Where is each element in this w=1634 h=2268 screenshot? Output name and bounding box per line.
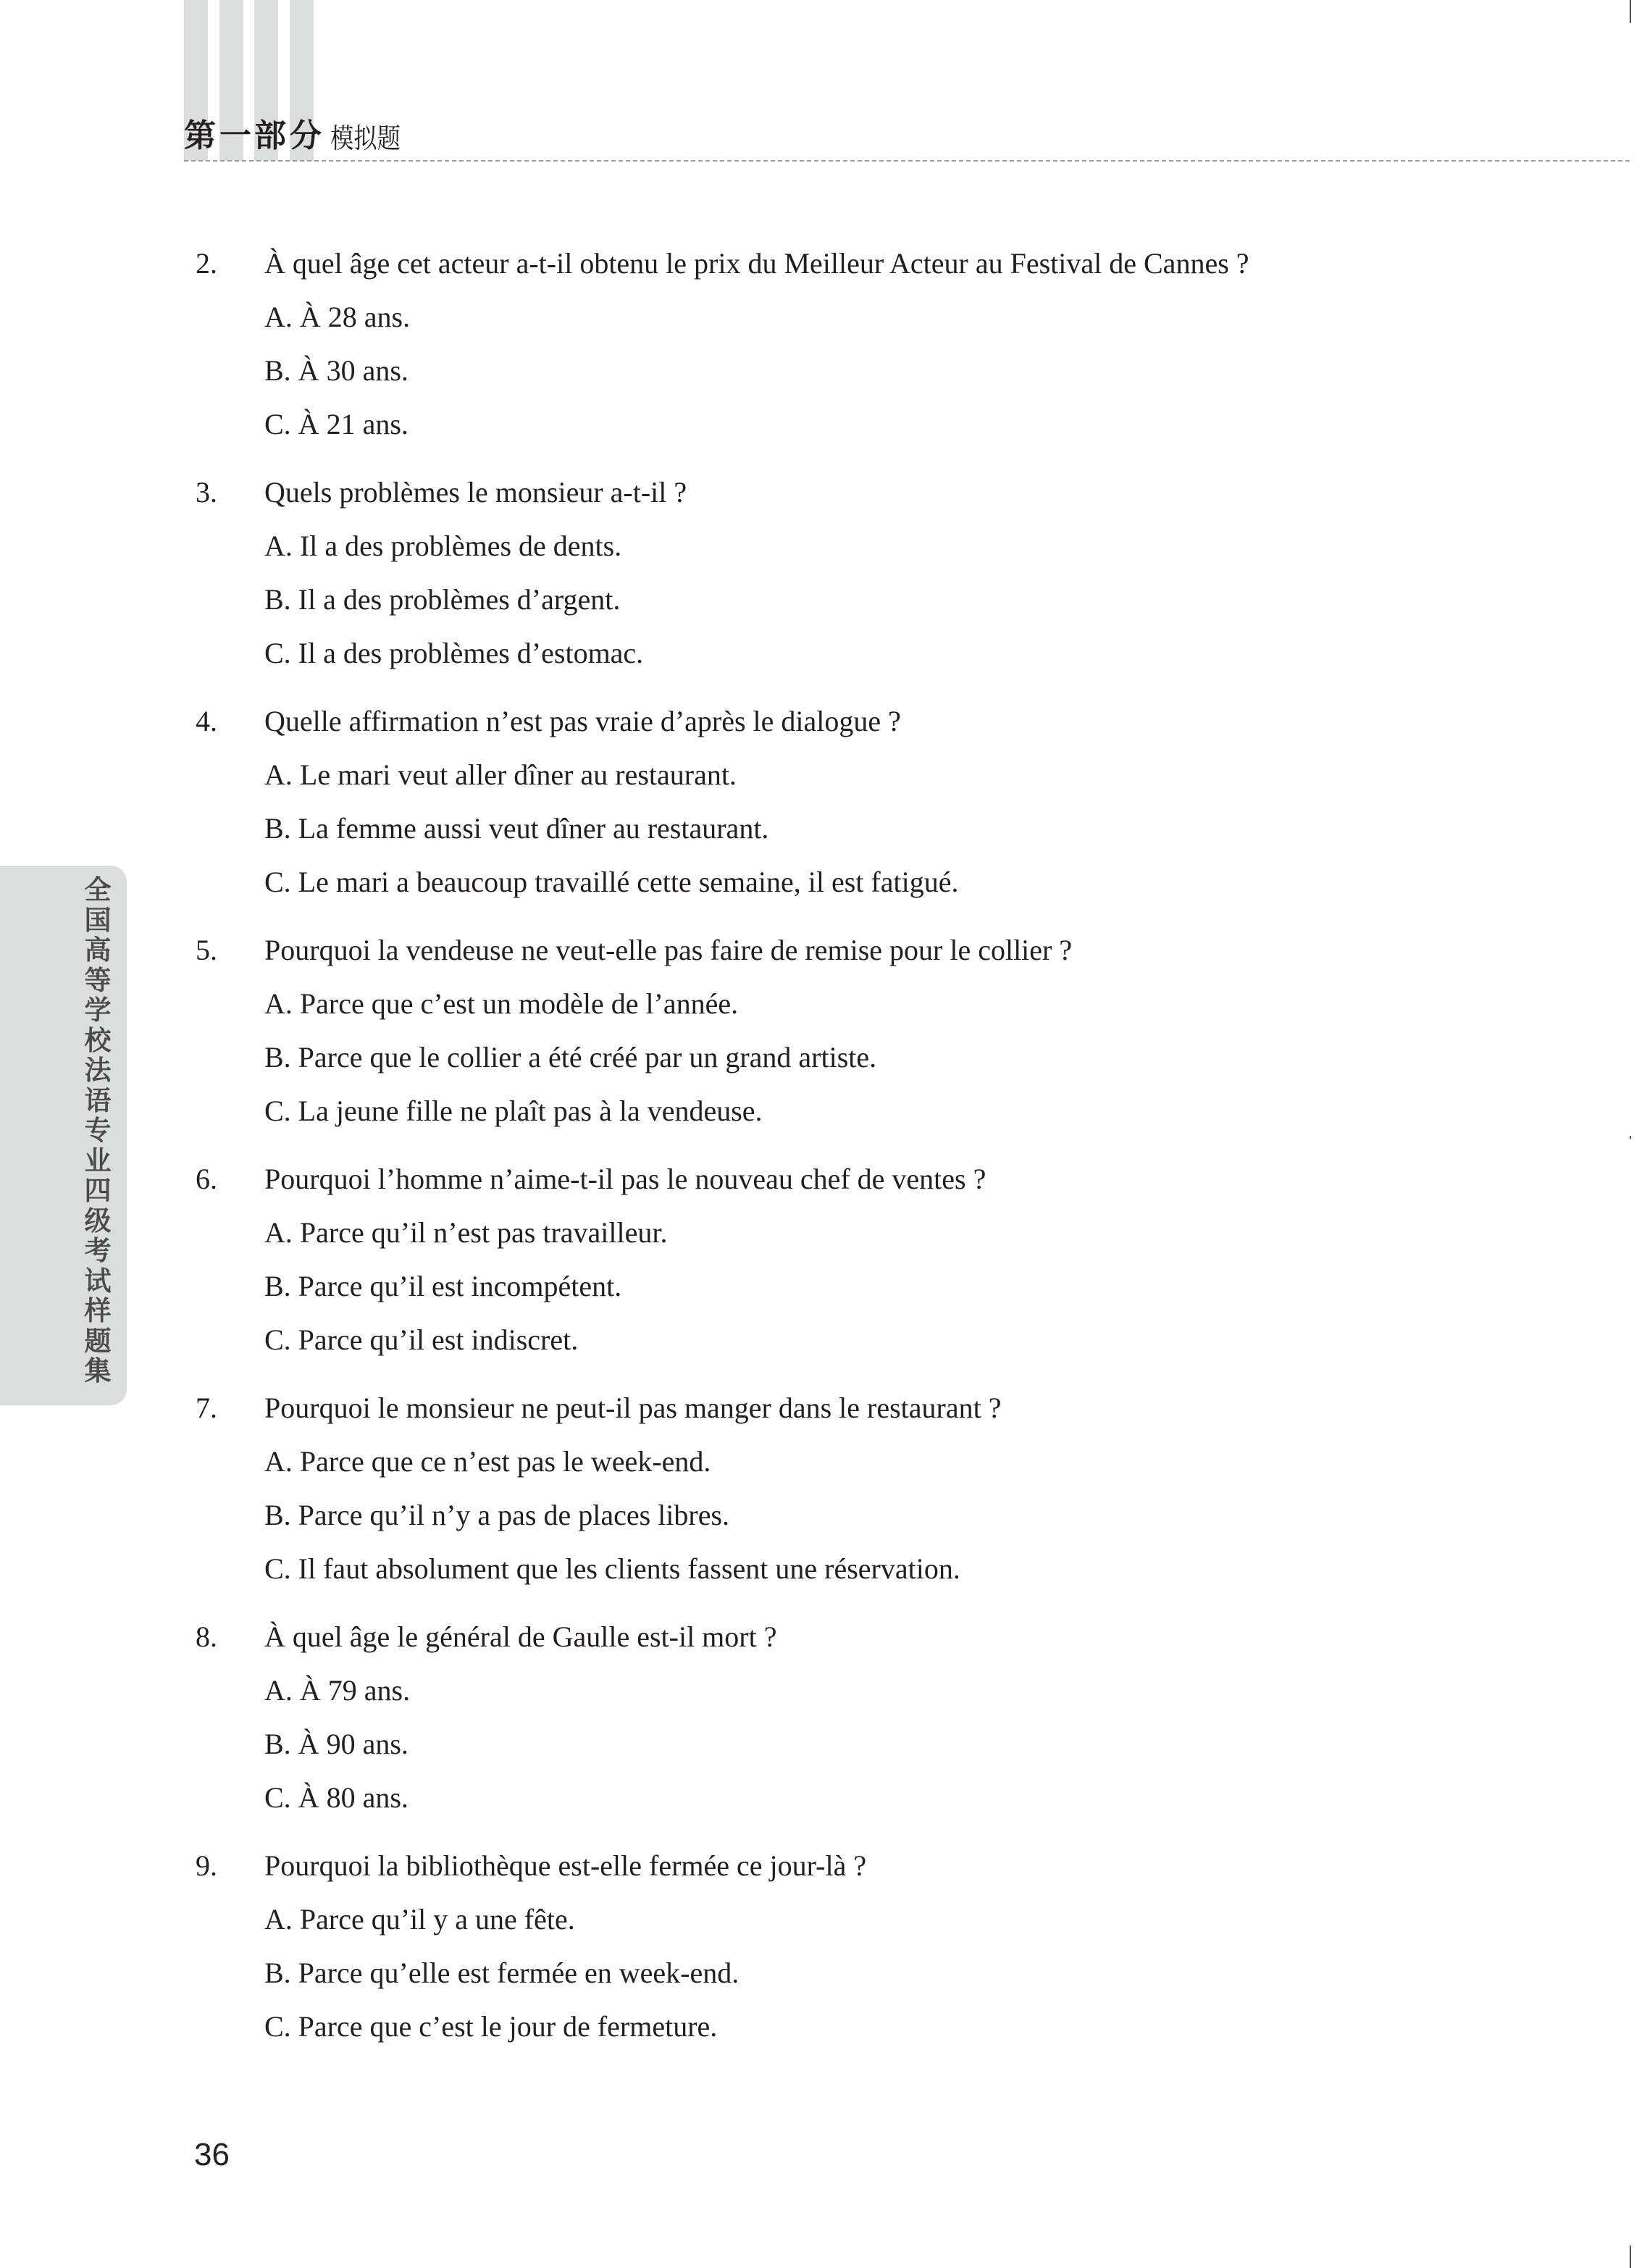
part-title-char: 部 [254, 117, 286, 154]
question [0, 1381, 1634, 1596]
option-line [0, 1084, 1634, 1138]
option-line [0, 1946, 1634, 2000]
option-line [0, 1313, 1634, 1367]
question-number: 4. [196, 705, 217, 737]
answer-option: B. Parce qu’elle est fermée en week-end. [264, 1957, 740, 1989]
option-line [0, 855, 1634, 909]
answer-option: B. Parce que le collier a été créé par un grand artiste. [264, 1041, 877, 1074]
question-text: À quel âge cet acteur a-t-il obtenu le prix du Meilleur Acteur au Festival de Cannes ? [264, 247, 1249, 280]
option-line [0, 344, 1634, 398]
question-number: 3. [196, 476, 217, 509]
question [0, 1152, 1634, 1367]
answer-option: A. Parce que ce n’est pas le week-end. [264, 1445, 711, 1478]
option-line [0, 1542, 1634, 1596]
part-title-char: 一 [219, 117, 251, 154]
question-number: 9. [196, 1849, 217, 1882]
question-number: 6. [196, 1163, 217, 1195]
answer-option: B. Parce qu’il est incompétent. [264, 1270, 622, 1302]
answer-option: C. Le mari a beaucoup travaillé cette semaine, il est fatigué. [264, 866, 959, 898]
option-line [0, 1260, 1634, 1313]
question-line [0, 1381, 1634, 1435]
answer-option: B. À 30 ans. [264, 354, 408, 387]
question [0, 1610, 1634, 1825]
question-line [0, 924, 1634, 977]
part-title-char: 分 [290, 117, 322, 154]
question-number: 5. [196, 934, 217, 966]
option-line [0, 627, 1634, 680]
question-text: À quel âge le général de Gaulle est-il mort ? [264, 1620, 777, 1653]
option-line [0, 1717, 1634, 1771]
side-tab-title: 全国高等学校法语专业四级考试样题集 [84, 874, 112, 1386]
answer-option: C. À 80 ans. [264, 1781, 408, 1814]
page-number: 36 [194, 2137, 230, 2172]
question [0, 924, 1634, 1138]
option-line [0, 748, 1634, 802]
header-divider [184, 160, 1630, 162]
question-line [0, 466, 1634, 519]
question-number: 2. [196, 247, 217, 280]
answer-option: C. Parce que c’est le jour de fermeture. [264, 2010, 718, 2043]
part-title-char: 第 [184, 117, 216, 154]
option-line [0, 802, 1634, 855]
option-line [0, 290, 1634, 344]
crop-mark [1630, 2246, 1631, 2268]
option-line [0, 573, 1634, 627]
question-text: Quels problèmes le monsieur a-t-il ? [264, 476, 687, 509]
option-line [0, 2000, 1634, 2054]
question [0, 237, 1634, 451]
answer-option: B. Il a des problèmes d’argent. [264, 583, 621, 616]
answer-option: B. La femme aussi veut dîner au restaurant. [264, 812, 769, 845]
crop-mark [1630, 0, 1631, 23]
answer-option: A. Parce que c’est un modèle de l’année. [264, 987, 739, 1020]
answer-option: B. À 90 ans. [264, 1728, 408, 1760]
question-number: 8. [196, 1620, 217, 1653]
question [0, 695, 1634, 909]
question-text: Pourquoi la bibliothèque est-elle fermée ce jour-là ? [264, 1849, 867, 1882]
option-line [0, 1771, 1634, 1825]
answer-option: A. Parce qu’il n’est pas travailleur. [264, 1216, 668, 1249]
answer-option: B. Parce qu’il n’y a pas de places libres. [264, 1499, 730, 1531]
answer-option: A. À 28 ans. [264, 301, 411, 333]
question-line [0, 695, 1634, 748]
question-line [0, 1610, 1634, 1664]
answer-option: C. Il faut absolument que les clients fassent une réservation. [264, 1552, 960, 1585]
question-number: 7. [196, 1392, 217, 1424]
answer-option: A. Il a des problèmes de dents. [264, 530, 622, 562]
option-line [0, 977, 1634, 1031]
answer-option: A. Le mari veut aller dîner au restaurant. [264, 758, 737, 791]
crop-mark [1630, 1136, 1631, 1139]
question-line [0, 1152, 1634, 1206]
question-text: Pourquoi la vendeuse ne veut-elle pas faire de remise pour le collier ? [264, 934, 1073, 966]
question [0, 466, 1634, 680]
option-line [0, 519, 1634, 573]
answer-option: C. À 21 ans. [264, 408, 408, 440]
option-line [0, 398, 1634, 451]
question-text: Quelle affirmation n’est pas vraie d’après le dialogue ? [264, 705, 901, 737]
answer-option: C. La jeune fille ne plaît pas à la vendeuse. [264, 1095, 763, 1127]
answer-option: C. Il a des problèmes d’estomac. [264, 637, 644, 669]
option-line [0, 1893, 1634, 1946]
question [0, 1839, 1634, 2054]
option-line [0, 1206, 1634, 1260]
option-line [0, 1664, 1634, 1717]
option-line [0, 1435, 1634, 1489]
question-line [0, 237, 1634, 290]
section-subtitle: 模拟题 [330, 122, 401, 154]
question-line [0, 1839, 1634, 1893]
option-line [0, 1489, 1634, 1542]
question-text: Pourquoi l’homme n’aime-t-il pas le nouveau chef de ventes ? [264, 1163, 986, 1195]
question-text: Pourquoi le monsieur ne peut-il pas manger dans le restaurant ? [264, 1392, 1002, 1424]
answer-option: C. Parce qu’il est indiscret. [264, 1323, 579, 1356]
answer-option: A. Parce qu’il y a une fête. [264, 1903, 575, 1936]
option-line [0, 1031, 1634, 1084]
answer-option: A. À 79 ans. [264, 1674, 411, 1707]
